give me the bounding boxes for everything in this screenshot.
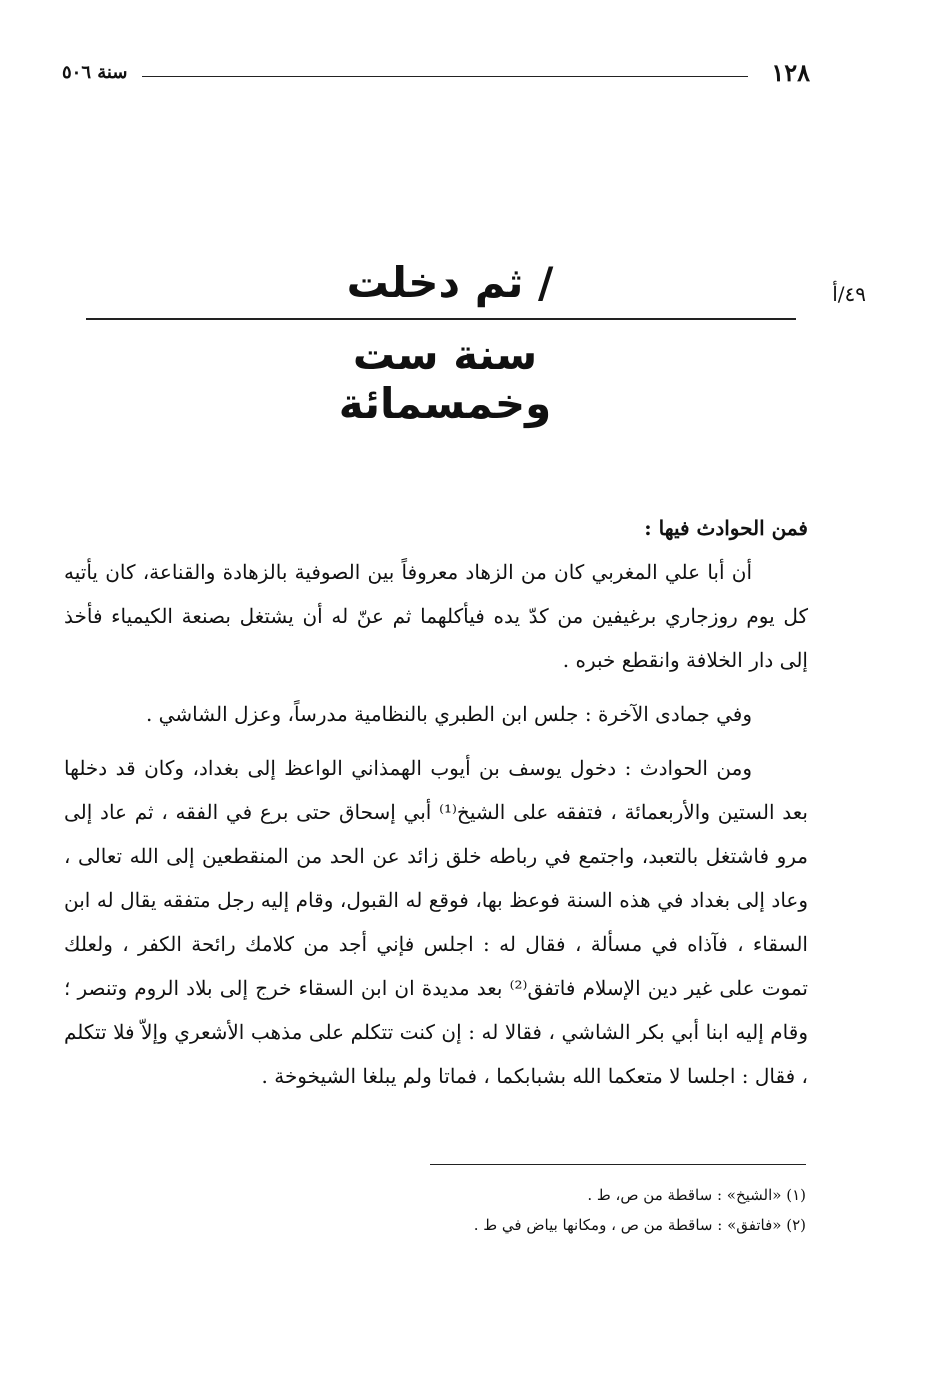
chapter-heading-line2: سنة ست وخمسمائة <box>338 330 552 428</box>
paragraph: وفي جمادى الآخرة : جلس ابن الطبري بالنظامية مدرساً، وعزل الشاشي . <box>145 702 752 726</box>
page-number: ١٢٨ <box>771 58 810 87</box>
body-text <box>64 506 808 1108</box>
footnotes <box>300 1180 806 1240</box>
page-header <box>62 58 810 88</box>
margin-folio-note: ٤٩/أ <box>832 282 866 306</box>
paragraph: ومن الحوادث : دخول يوسف بن أيوب الهمذاني الواعظ إلى بغداد، وكان قد دخلها بعد الستين والأربعمائة ، فتفقه على الشيخ⁽¹⁾ أبي إسحاق حتى برع في الفقه ، ثم عاد إلى مرو فاشتغل بالتعبد، واجتمع في رباطه خلق زائد عن الحد من المنقطعين إلى الله تعالى ، وعاد إلى بغداد في هذه السنة فوعظ بها، فوقع له القبول، وقام إليه رجل متفقه يقال له ابن السقاء ، فآذاه في مسألة ، فقال له : اجلس فإني أجد من كلامك رائحة الكفر ، ولعلك تموت على غير دين الإسلام فاتفق⁽²⁾ بعد مديدة ان ابن السقاء خرج إلى بلاد الروم وتنصر ؛ وقام إليه ابنا أبي بكر الشاشي ، فقالا له : إن كنت تتكلم على مذهب الأشعري وإلاّ فلا تتكلم ، فقال : اجلسا لا متعكما الله بشبابكما ، فماتا ولم يبلغا الشيخوخة . <box>64 756 808 1088</box>
footnote-rule <box>430 1164 806 1165</box>
paragraph: أن أبا علي المغربي كان من الزهاد معروفاً بين الصوفية بالزهادة والقناعة، كان يأتيه كل يوم روزجاري برغيفين من كدّ يده فيأكلهما ثم عنّ له أن يشتغل بصنعة الكيمياء فأخذ إلى دار الخلافة وانقطع خبره . <box>64 560 808 672</box>
running-title: سنة ٥٠٦ <box>62 62 128 83</box>
section-label: فمن الحوادث فيها : <box>644 516 808 540</box>
chapter-heading-line1: / ثم دخلت <box>346 258 554 307</box>
footnote: (٢) «فاتفق» : ساقطة من ص ، ومكانها بياض في ط . <box>473 1216 806 1234</box>
footnote: (١) «الشيخ» : ساقطة من ص، ط . <box>587 1186 806 1204</box>
heading-rule <box>86 318 796 320</box>
header-rule <box>142 76 748 77</box>
